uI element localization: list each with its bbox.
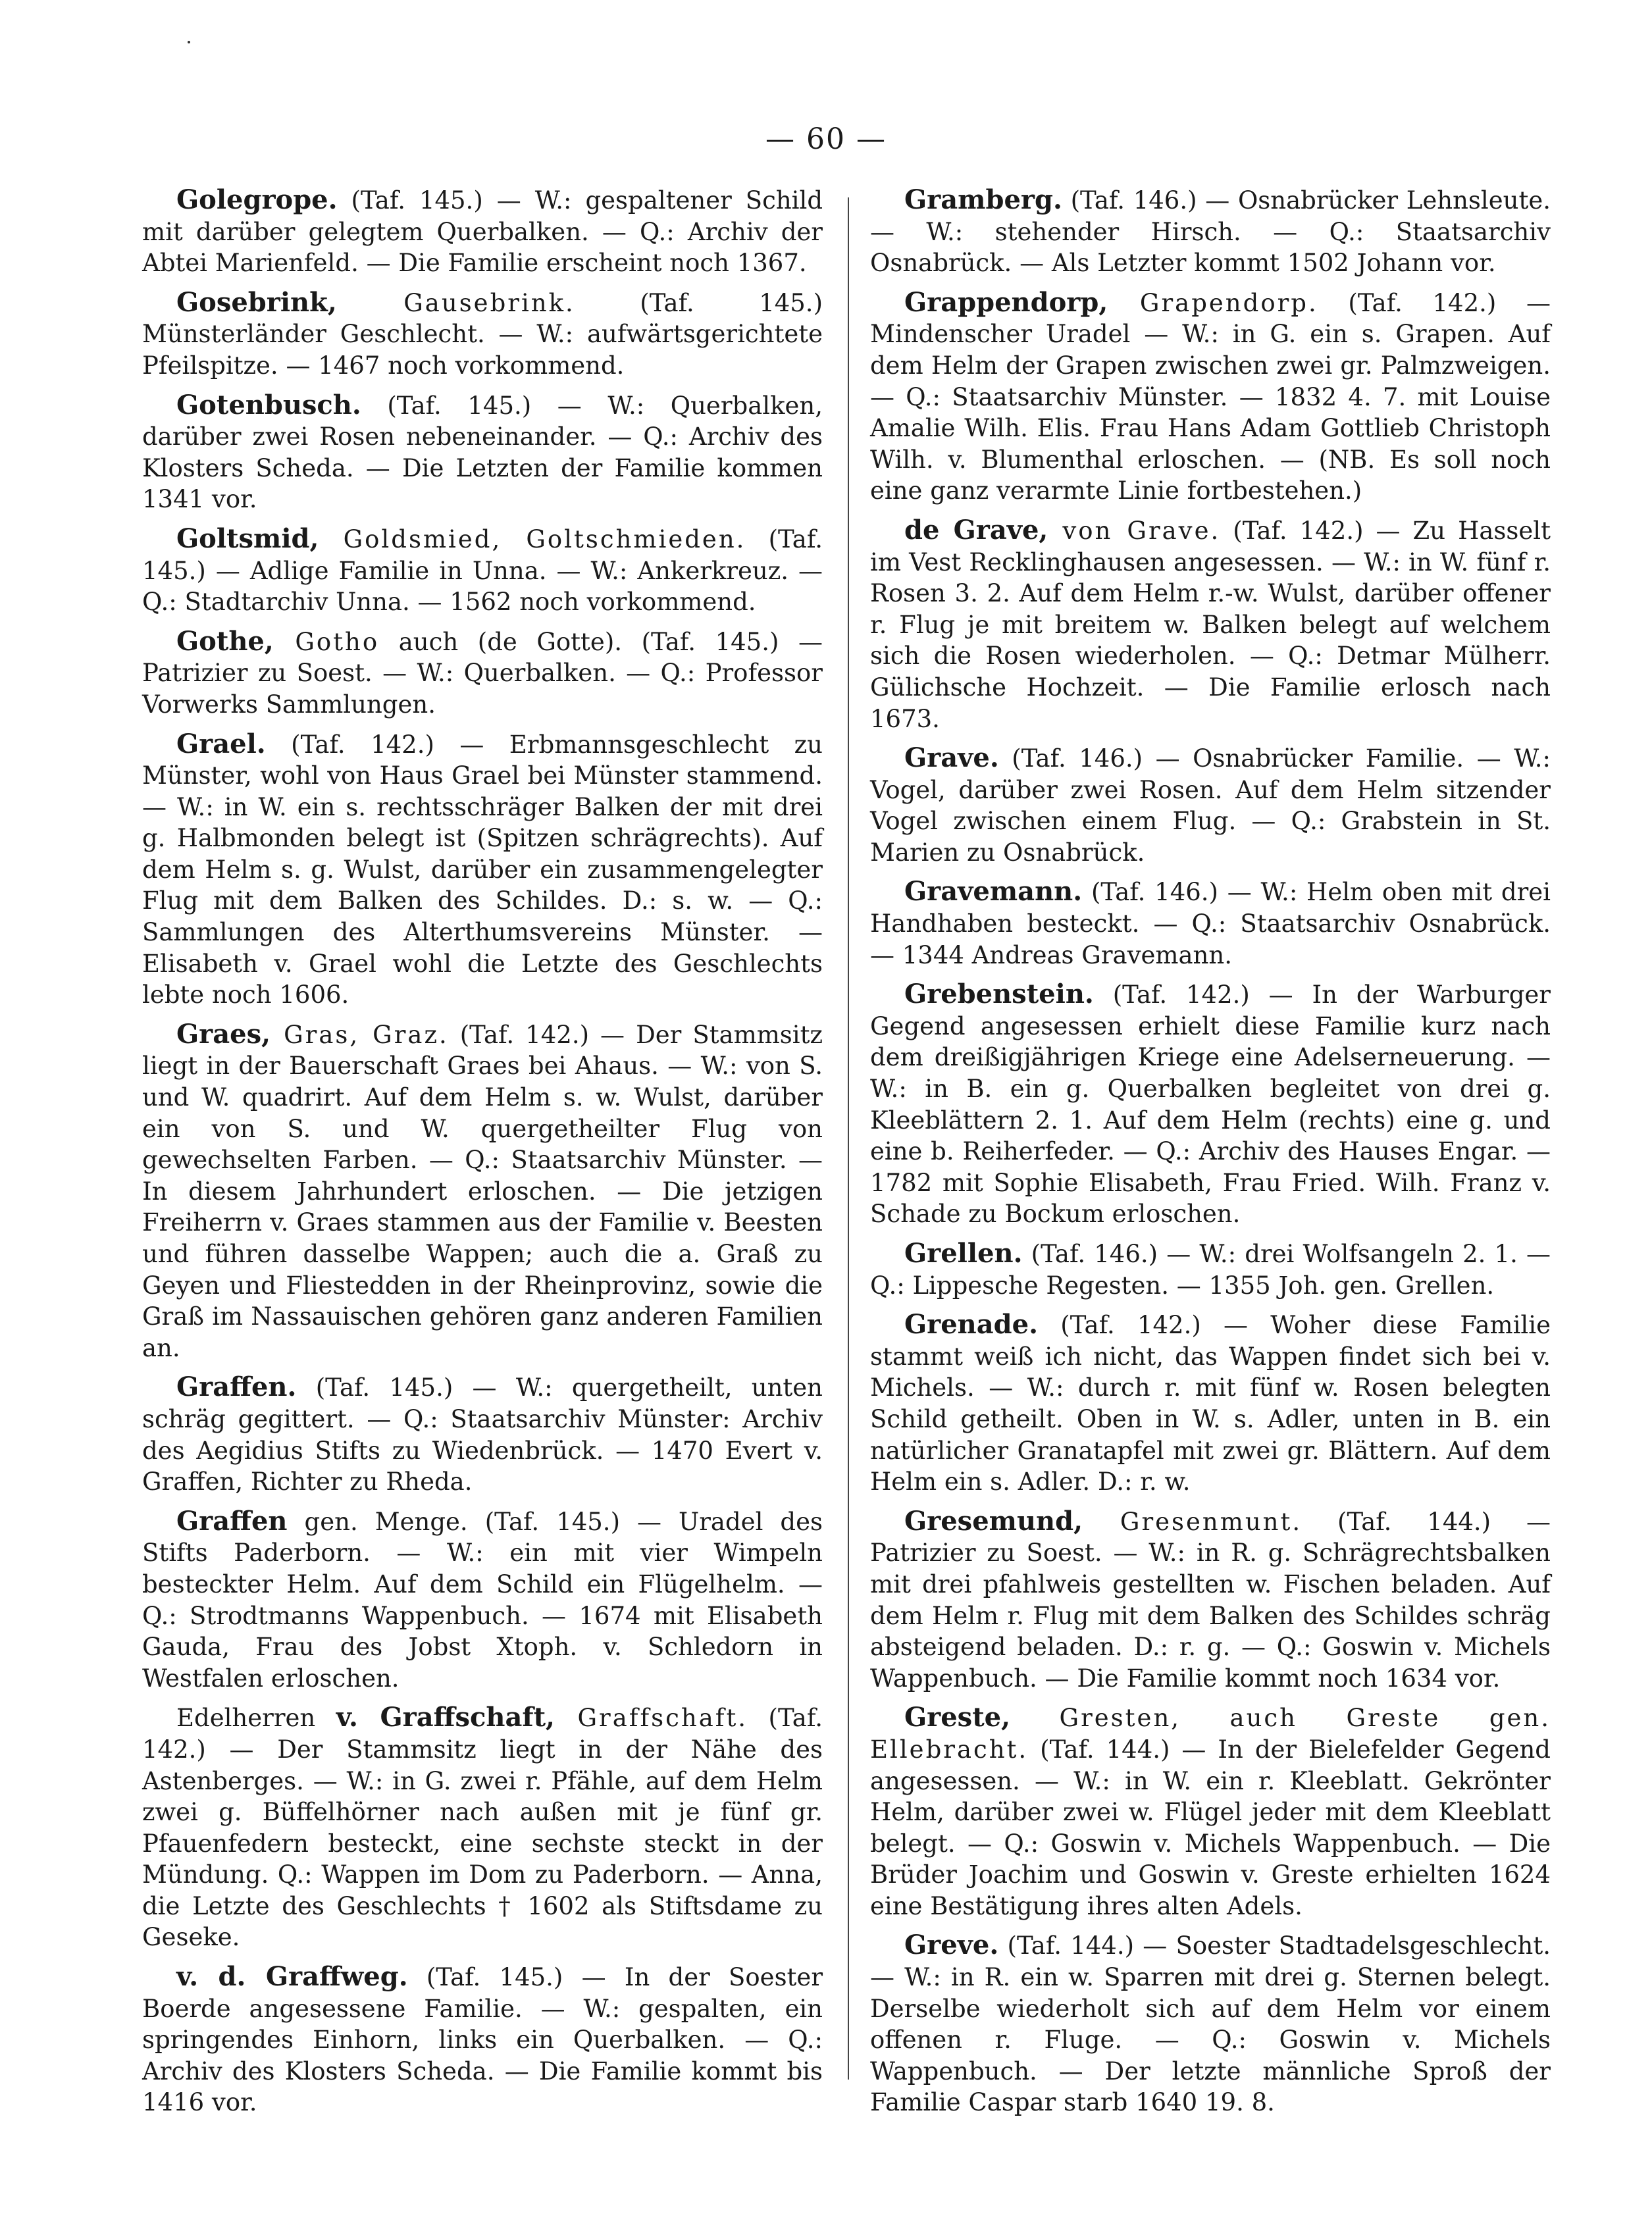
entry-heading: v. d. Graffweg. [176, 1961, 408, 1993]
entry-heading: Grappendorp, [904, 286, 1108, 318]
entry-gothe [142, 626, 823, 721]
entry-text: (Taf. 142.) — Mindenscher Uradel — W.: in G. ein s. Grapen. Auf dem Helm der Grapen zwischen zwei gr. Palmzweigen. — Q.: Staatsarchiv Münster. — 1832 4. 7. mit Louise Amalie Wilh. Elis. Frau Hans Adam Gottlieb Christoph Wilh. v. Blumenthal erloschen. — (NB. Es soll noch eine ganz verarmte Linie fortbestehen.) [870, 288, 1551, 505]
entry-heading: Gravemann. [904, 876, 1083, 908]
entry-heading: de Grave, [904, 514, 1048, 546]
entry-alias: Graffschaft. [554, 1704, 748, 1733]
entry-text: (Taf. 142.) — In der Warburger Gegend angesessen erhielt diese Familie kurz nach dem dreißigjährigen Kriege eine Adelserneuerung. — W.: in B. ein g. Querbalken begleitet von drei g. Kleeblättern 2. 1. Auf dem Helm (rechts) eine g. und eine b. Reiherfeder. — Q.: Archiv des Hauses Engar. — 1782 mit Sophie Elisabeth, Frau Fried. Wilh. Franz v. Schade zu Bockum erloschen. [870, 981, 1551, 1229]
entry-heading: Greste, [904, 1702, 1011, 1733]
entry-golegrope [142, 184, 823, 279]
entry-text: (Taf. 145.) — W.: Querbalken, darüber zwei Rosen nebeneinander. — Q.: Archiv des Klosters Scheda. — Die Letzten der Familie kommen 1341 vor. [142, 391, 823, 514]
entry-text: (Taf. 145.) — W.: gespaltener Schild mit darüber gelegtem Querbalken. — Q.: Archiv der Abtei Marienfeld. — Die Familie erscheint noch 1367. [142, 186, 823, 278]
entry-heading: Grael. [176, 728, 266, 759]
entry-text: (Taf. 146.) — W.: Helm oben mit drei Handhaben besteckt. — Q.: Staatsarchiv Osnabrück. — 1344 Andreas Gravemann. [870, 878, 1551, 969]
entry-text: (Taf. 145.) — In der Soester Boerde angesessene Familie. — W.: gespalten, ein springendes Einhorn, links ein Querbalken. — Q.: Archiv des Klosters Scheda. — Die Familie kommt bis 1416 vor. [142, 1963, 823, 2117]
entry-alias: gen. Menge. [287, 1507, 468, 1536]
entry-greste [870, 1702, 1551, 1922]
entry-heading: Grebenstein. [904, 979, 1094, 1010]
entry-alias: Gras, Graz. [271, 1020, 449, 1049]
entry-gresemund [870, 1506, 1551, 1695]
entry-text: (Taf. 142.) — Der Stammsitz liegt in der Bauerschaft Graes bei Ahaus. — W.: von S. und W. quadrirt. Auf dem Helm s. w. Wulst, darüber ein von S. und W. quergetheilter Flug von gewechselten Farben. — Q.: Staatsarchiv Münster. — In diesem Jahrhundert erloschen. — Die jetzigen Freiherrn v. Graes stammen aus der Familie v. Beesten und führen dasselbe Wappen; auch die a. Graß zu Geyen und Fliestedden in der Rheinprovinz, sowie die Graß im Nassauischen gehören ganz anderen Familien an. [142, 1020, 823, 1362]
entry-text: (Taf. 144.) — Patrizier zu Soest. — W.: in R. g. Schrägrechtsbalken mit drei pfahlweis gestellten w. Fischen beladen. Auf dem Helm r. Flug mit dem Balken des Schildes schräg absteigend beladen. D.: r. g. — Q.: Goswin v. Michels Wappenbuch. — Die Familie kommt noch 1634 vor. [870, 1507, 1551, 1693]
entry-graffweg [142, 1961, 823, 2118]
entry-grave [870, 742, 1551, 868]
entry-text: (Taf. 145.) Münsterländer Geschlecht. — W.: aufwärtsgerichtete Pfeilspitze. — 1467 noch vorkommend. [142, 288, 823, 380]
entry-heading: Goltsmid, [176, 523, 319, 554]
entry-gotenbusch [142, 390, 823, 515]
entry-alias: Goldsmied, Goltschmieden. [319, 524, 746, 553]
entry-heading: Grellen. [904, 1238, 1023, 1269]
entry-heading: Gosebrink, [176, 286, 337, 318]
entry-graffen-menge [142, 1506, 823, 1695]
entry-gosebrink [142, 287, 823, 382]
entry-alias: Grapendorp. [1108, 288, 1318, 317]
entry-goltsmid [142, 523, 823, 618]
column-divider [848, 197, 849, 2080]
entry-grellen [870, 1238, 1551, 1301]
left-column [142, 184, 823, 2126]
entry-graffen [142, 1371, 823, 1497]
entry-gravemann [870, 876, 1551, 971]
entry-heading: Grave. [904, 742, 999, 774]
entry-grenade [870, 1309, 1551, 1498]
entry-de-grave [870, 515, 1551, 734]
entry-text: (Taf. 142.) — Zu Hasselt im Vest Recklinghausen angesessen. — W.: in W. fünf r. Rosen 3. 2. Auf dem Helm r.-w. Wulst, darüber offener r. Flug je mit breitem w. Balken belegt auf welchem sich die Rosen wiederholen. — Q.: Detmar Mülherr. Gülichsche Hochzeit. — Die Familie erlosch nach 1673. [870, 516, 1551, 733]
entry-text: (Taf. 142.) — Der Stammsitz liegt in der Nähe des Astenberges. — W.: in G. zwei r. Pfähle, auf dem Helm zwei g. Büffelhörner nach außen mit je fünf gr. Pfauenfedern besteckt, eine sechste steckt in der Mündung. Q.: Wappen im Dom zu Paderborn. — Anna, die Letzte des Geschlechts † 1602 als Stiftsdame zu Geseke. [142, 1704, 823, 1952]
entry-heading: Gresemund, [904, 1505, 1083, 1537]
page-number: — 60 — [765, 122, 887, 156]
scan-speck [188, 41, 190, 43]
entry-heading: Graffen [176, 1505, 288, 1537]
entry-alias: Gresenmunt. [1083, 1507, 1303, 1536]
entry-text: auch (de Gotte). (Taf. 145.) — Patrizier zu Soest. — W.: Querbalken. — Q.: Professor Vorwerks Sammlungen. [142, 627, 823, 719]
entry-alias: Gotho [273, 627, 380, 656]
entry-text: (Taf. 144.) — In der Bielefelder Gegend angesessen. — W.: in W. ein r. Kleeblatt. Gekrönter Helm, darüber zwei w. Flügel jeder mit dem Kleeblatt belegt. — Q.: Goswin v. Michels Wappenbuch. — Die Brüder Joachim und Goswin v. Greste erhielten 1624 eine Bestätigung ihres alten Adels. [870, 1735, 1551, 1920]
entry-grebenstein [870, 979, 1551, 1230]
entry-graes [142, 1019, 823, 1364]
entry-heading: Greve. [904, 1930, 999, 1961]
entry-graffschaft [142, 1702, 823, 1953]
entry-text: (Taf. 145.) — W.: quergetheilt, unten schräg gegittert. — Q.: Staatsarchiv Münster: Archiv des Aegidius Stifts zu Wiedenbrück. — 1470 Evert v. Graffen, Richter zu Rheda. [142, 1373, 823, 1496]
entry-text: (Taf. 146.) — Osnabrücker Lehnsleute. — W.: stehender Hirsch. — Q.: Staatsarchiv Osnabrück. — Als Letzter kommt 1502 Johann vor. [870, 186, 1551, 278]
entry-text: (Taf. 145.) — Adlige Familie in Unna. — W.: Ankerkreuz. — Q.: Stadtarchiv Unna. — 1562 noch vorkommend. [142, 524, 823, 617]
entry-text: (Taf. 144.) — Soester Stadtadelsgeschlecht. — W.: in R. ein w. Sparren mit drei g. Sternen belegt. Derselbe wiederholt sich auf dem Helm vor einem offenen r. Fluge. — Q.: Goswin v. Michels Wappenbuch. — Der letzte männliche Sproß der Familie Caspar starb 1640 19. 8. [870, 1931, 1551, 2117]
entry-grappendorp [870, 287, 1551, 507]
entry-text: (Taf. 146.) — W.: drei Wolfsangeln 2. 1. — Q.: Lippesche Regesten. — 1355 Joh. gen. Grellen. [870, 1240, 1551, 1300]
entry-heading: Gramberg. [904, 184, 1062, 215]
entry-text: (Taf. 142.) — Erbmannsgeschlecht zu Münster, wohl von Haus Grael bei Münster stammend. — W.: in W. ein s. rechtsschräger Balken der mit drei g. Halbmonden belegt ist (Spitzen schrägrechts). Auf dem Helm s. g. Wulst, darüber ein zusammengelegter Flug mit dem Balken des Schildes. D.: s. w. — Q.: Sammlungen des Alterthumsvereins Münster. — Elisabeth v. Grael wohl die Letzte des Geschlechts lebte noch 1606. [142, 730, 823, 1010]
entry-alias: von Grave. [1048, 516, 1221, 545]
entry-alias: Gausebrink. [336, 288, 575, 317]
entry-alias: Gresten, auch Greste gen. Ellebracht. [870, 1704, 1551, 1764]
entry-grael [142, 729, 823, 1011]
entry-greve [870, 1930, 1551, 2118]
right-column [870, 184, 1551, 2126]
entry-heading: Golegrope. [176, 184, 338, 215]
entry-gramberg [870, 184, 1551, 279]
entry-text: (Taf. 145.) — Uradel des Stifts Paderborn. — W.: ein mit vier Wimpeln besteckter Helm. Auf dem Schild ein Flügelhelm. — Q.: Strodtmanns Wappenbuch. — 1674 mit Elisabeth Gauda, Frau des Jobst Xtoph. v. Schledorn in Westfalen erloschen. [142, 1507, 823, 1693]
entry-heading: Graes, [176, 1018, 271, 1050]
entry-heading: Grenade. [904, 1309, 1039, 1341]
entry-heading: v. Graffschaft, [336, 1702, 555, 1733]
entry-heading: Graffen. [176, 1371, 297, 1403]
entry-prefix: Edelherren [176, 1704, 336, 1733]
entry-heading: Gotenbusch. [176, 389, 361, 421]
entry-text: (Taf. 142.) — Woher diese Familie stammt weiß ich nicht, das Wappen findet sich bei v. Michels. — W.: durch r. mit fünf w. Rosen belegten Schild getheilt. Oben in W. s. Adler, unten in B. ein natürlicher Granatapfel mit zwei gr. Blättern. Auf dem Helm ein s. Adler. D.: r. w. [870, 1311, 1551, 1496]
entry-heading: Gothe, [176, 625, 274, 657]
entry-text: (Taf. 146.) — Osnabrücker Familie. — W.: Vogel, darüber zwei Rosen. Auf dem Helm sitzender Vogel zwischen einem Flug. — Q.: Grabstein in St. Marien zu Osnabrück. [870, 744, 1551, 867]
